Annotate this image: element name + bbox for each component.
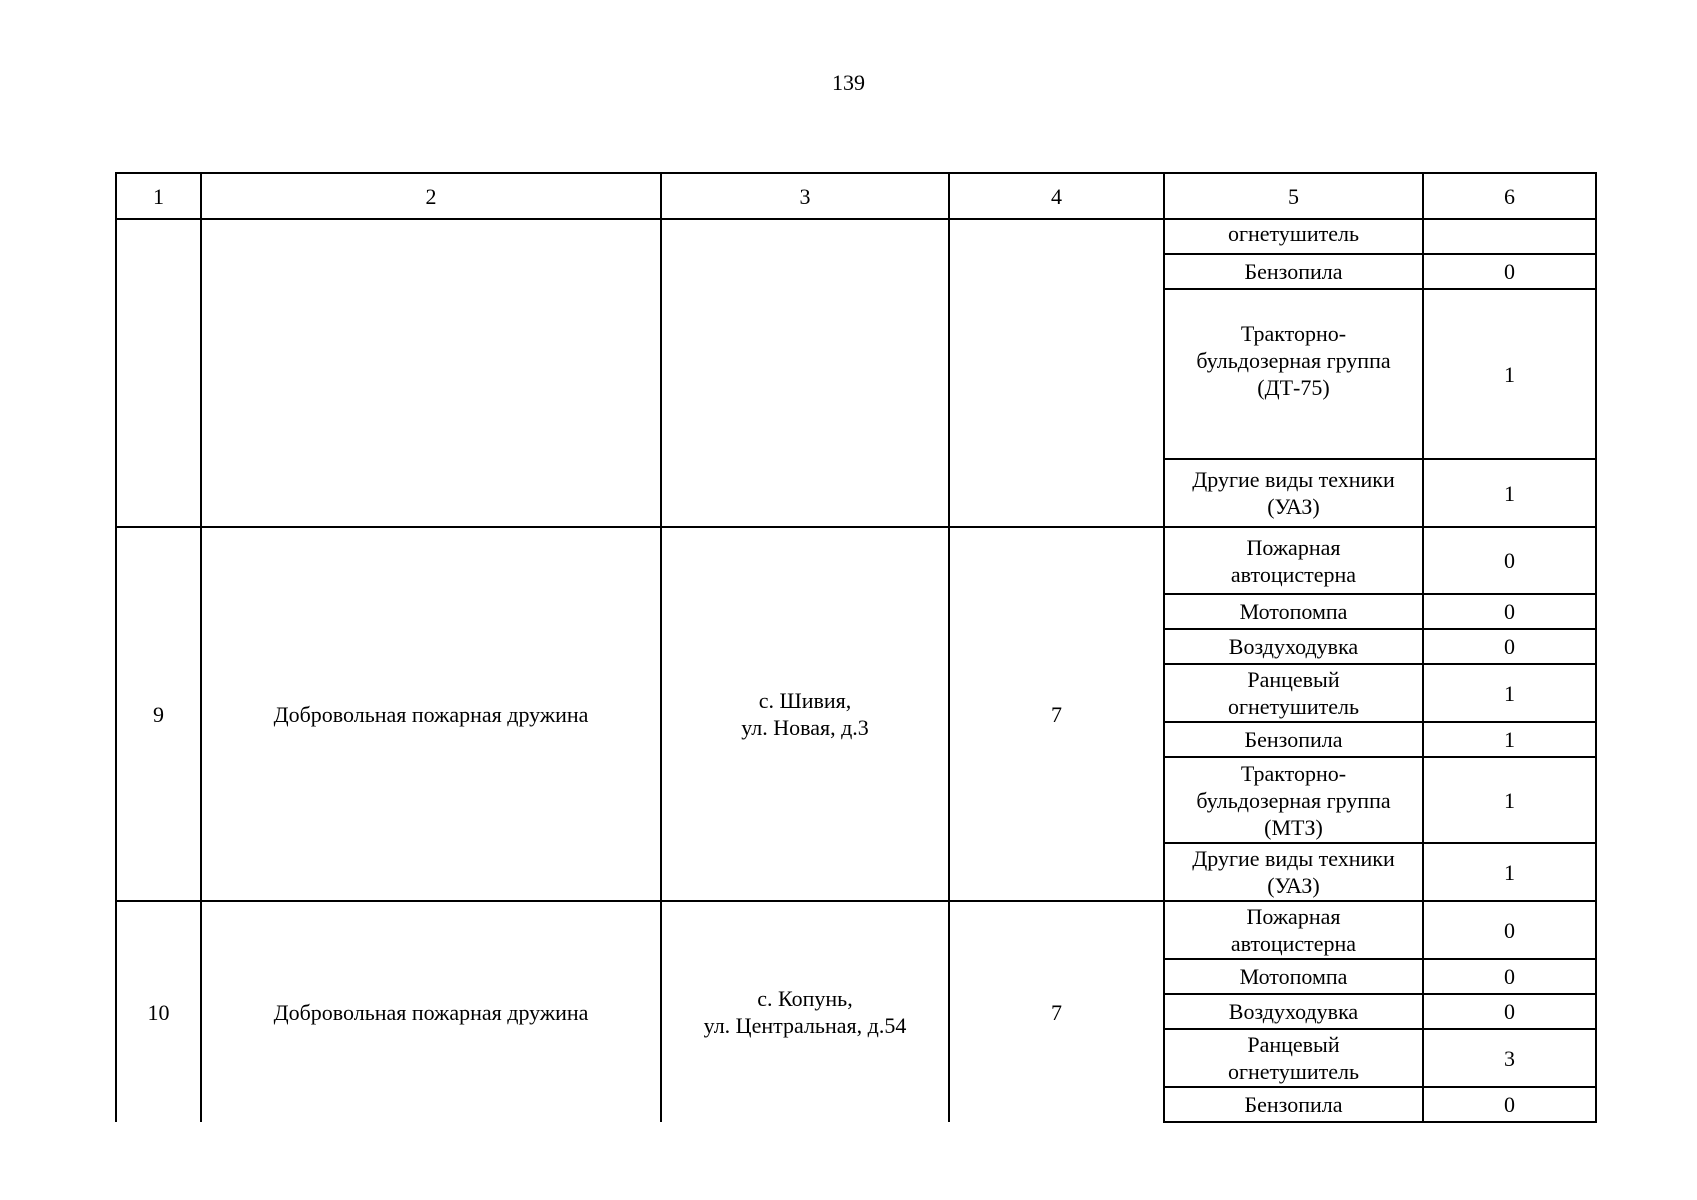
equipment-count-cell: 0 <box>1423 594 1596 629</box>
page-number: 139 <box>832 70 865 95</box>
equipment-item-line: бульдозерная группа <box>1196 348 1391 373</box>
column-header: 3 <box>661 173 949 219</box>
equipment-item-cell: Бензопила <box>1164 1087 1423 1122</box>
equipment-item-cell: огнетушитель <box>1164 219 1423 254</box>
column-header: 5 <box>1164 173 1423 219</box>
entry-staff-cell <box>949 219 1164 527</box>
equipment-item-cell <box>1164 527 1423 594</box>
equipment-count-cell: 0 <box>1423 527 1596 594</box>
table-row <box>116 219 1596 254</box>
entry-name-cell: Добровольная пожарная дружина <box>201 901 661 1122</box>
table-header-row <box>116 173 1596 219</box>
equipment-item-cell <box>1164 664 1423 722</box>
equipment-count-cell: 1 <box>1423 664 1596 722</box>
entry-number-cell: 10 <box>116 901 201 1122</box>
equipment-item-line: (ДТ-75) <box>1257 375 1330 400</box>
equipment-item-line: огнетушитель <box>1228 1059 1359 1084</box>
equipment-count-cell: 1 <box>1423 722 1596 757</box>
entry-address-cell <box>661 901 949 1122</box>
equipment-item-cell: Мотопомпа <box>1164 959 1423 994</box>
table-row <box>116 527 1596 594</box>
equipment-item-line: бульдозерная группа <box>1196 787 1391 813</box>
equipment-item-cell: Бензопила <box>1164 254 1423 289</box>
equipment-item-cell: Воздуходувка <box>1164 629 1423 664</box>
equipment-item-cell <box>1164 289 1423 459</box>
equipment-count-cell: 1 <box>1423 757 1596 843</box>
equipment-item-cell: Бензопила <box>1164 722 1423 757</box>
column-header: 2 <box>201 173 661 219</box>
equipment-count-cell: 0 <box>1423 959 1596 994</box>
equipment-count-cell: 0 <box>1423 994 1596 1029</box>
entry-staff-cell: 7 <box>949 901 1164 1122</box>
equipment-count-cell: 1 <box>1423 289 1596 459</box>
equipment-item-line: (МТЗ) <box>1264 814 1323 840</box>
equipment-count-cell: 1 <box>1423 459 1596 527</box>
equipment-item-line: Пожарная <box>1246 534 1341 560</box>
address-line: ул. Новая, д.3 <box>741 715 869 740</box>
equipment-count-cell: 0 <box>1423 629 1596 664</box>
equipment-item-line: автоцистерна <box>1230 931 1357 956</box>
equipment-count-cell: 0 <box>1423 254 1596 289</box>
equipment-item-line: (УАЗ) <box>1267 873 1320 898</box>
equipment-item-cell: Мотопомпа <box>1164 594 1423 629</box>
equipment-item-line: Другие виды техники <box>1192 846 1395 871</box>
entry-address-cell <box>661 219 949 527</box>
equipment-item-line: Другие виды техники <box>1192 467 1395 492</box>
equipment-table <box>115 172 1597 1123</box>
entry-name-cell <box>201 219 661 527</box>
equipment-item-cell <box>1164 757 1423 843</box>
entry-number-cell: 9 <box>116 527 201 901</box>
equipment-item-line: Ранцевый <box>1247 1032 1340 1057</box>
column-header: 1 <box>116 173 201 219</box>
column-header: 4 <box>949 173 1164 219</box>
address-line: с. Копунь, <box>757 986 853 1011</box>
equipment-item-cell: Воздуходувка <box>1164 994 1423 1029</box>
equipment-count-cell: 0 <box>1423 1087 1596 1122</box>
equipment-count-cell <box>1423 219 1596 254</box>
entry-staff-cell: 7 <box>949 527 1164 901</box>
address-line: ул. Центральная, д.54 <box>703 1013 907 1038</box>
equipment-count-cell: 3 <box>1423 1029 1596 1087</box>
entry-address-cell <box>661 527 949 901</box>
equipment-item-line: огнетушитель <box>1228 694 1359 719</box>
equipment-item-line: Пожарная <box>1246 904 1341 929</box>
equipment-item-line: Тракторно- <box>1240 321 1347 346</box>
equipment-item-cell <box>1164 843 1423 901</box>
equipment-item-line: Ранцевый <box>1247 667 1340 692</box>
equipment-count-cell: 1 <box>1423 843 1596 901</box>
equipment-item-cell <box>1164 459 1423 527</box>
column-header: 6 <box>1423 173 1596 219</box>
address-line: с. Шивия, <box>758 688 852 713</box>
equipment-count-cell: 0 <box>1423 901 1596 959</box>
table-row <box>116 901 1596 959</box>
entry-number-cell <box>116 219 201 527</box>
equipment-item-line: Тракторно- <box>1240 760 1347 786</box>
equipment-item-line: автоцистерна <box>1230 561 1357 587</box>
equipment-item-cell <box>1164 1029 1423 1087</box>
entry-name-cell: Добровольная пожарная дружина <box>201 527 661 901</box>
equipment-item-cell <box>1164 901 1423 959</box>
equipment-item-line: (УАЗ) <box>1267 494 1320 519</box>
